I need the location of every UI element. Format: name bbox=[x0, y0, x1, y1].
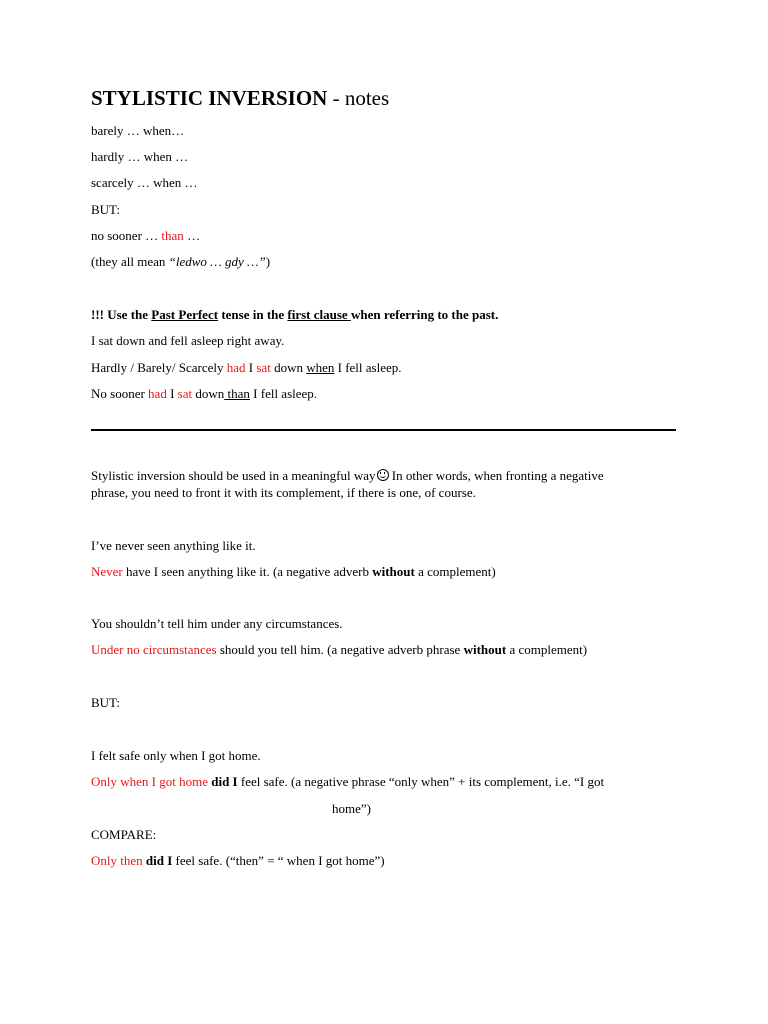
section-divider bbox=[91, 429, 676, 431]
bold-word: did I bbox=[142, 853, 173, 868]
paragraph-line: phrase, you need to front it with its complement, if there is one, of course. bbox=[91, 485, 476, 500]
example-text: down bbox=[192, 386, 225, 401]
rule-underlined: Past Perfect bbox=[151, 307, 219, 322]
smiley-icon bbox=[377, 469, 389, 481]
note-text: (they all mean bbox=[91, 254, 169, 269]
example-text: I bbox=[166, 386, 178, 401]
paragraph-text: Stylistic inversion should be used in a meaningful way bbox=[91, 468, 376, 483]
underlined-word: than bbox=[224, 386, 250, 401]
example-sentence bbox=[91, 564, 496, 580]
rule-text: when referring to the past. bbox=[350, 307, 499, 322]
example-text: have I seen anything like it. (a negative adverb bbox=[122, 564, 373, 579]
rule-underlined: first clause bbox=[287, 307, 351, 322]
example-continuation: home”) bbox=[332, 801, 371, 816]
list-item: hardly … when … bbox=[91, 149, 189, 164]
meaning-note bbox=[91, 254, 270, 270]
example-text: I bbox=[245, 360, 257, 375]
example-text: Hardly / Barely/ Scarcely bbox=[91, 360, 227, 375]
but-label: BUT: bbox=[91, 202, 120, 217]
example-text: I fell asleep. bbox=[334, 360, 402, 375]
example-sentence: I sat down and fell asleep right away. bbox=[91, 333, 285, 348]
example-text: feel safe. (a negative phrase “only when” + its complement, i.e. “I got bbox=[237, 774, 605, 789]
example-sentence bbox=[91, 853, 385, 869]
highlight-phrase: Only when I got home bbox=[91, 774, 208, 789]
page-title bbox=[91, 86, 389, 111]
polish-translation: “ledwo … gdy …” bbox=[168, 254, 266, 269]
example-text: down bbox=[270, 360, 307, 375]
highlight-word: sat bbox=[177, 386, 193, 401]
compare-label: COMPARE: bbox=[91, 827, 157, 842]
example-text: a complement) bbox=[506, 642, 588, 657]
paragraph-text: In other words, when fronting a negative bbox=[388, 468, 604, 483]
example-sentence: You shouldn’t tell him under any circumstances. bbox=[91, 616, 343, 631]
note-text: ) bbox=[265, 254, 271, 269]
example-text: a complement) bbox=[414, 564, 496, 579]
but-label: BUT: bbox=[91, 695, 120, 710]
rule-text: tense in the bbox=[218, 307, 288, 322]
highlight-word: sat bbox=[256, 360, 271, 375]
title-suffix: - notes bbox=[327, 86, 390, 110]
list-text: no sooner … bbox=[91, 228, 162, 243]
bold-word: without bbox=[463, 642, 507, 657]
highlight-word: than bbox=[161, 228, 184, 243]
highlight-phrase: Under no circumstances bbox=[91, 642, 217, 657]
paragraph-line bbox=[91, 468, 604, 484]
example-text: No sooner bbox=[91, 386, 149, 401]
highlight-word: had bbox=[148, 386, 167, 401]
rule-text: !!! Use the bbox=[91, 307, 152, 322]
highlight-phrase: Only then bbox=[91, 853, 143, 868]
list-item: scarcely … when … bbox=[91, 175, 198, 190]
list-text: … bbox=[183, 228, 201, 243]
underlined-word: when bbox=[306, 360, 335, 375]
example-text: I fell asleep. bbox=[249, 386, 318, 401]
example-sentence bbox=[91, 386, 317, 402]
list-item bbox=[91, 228, 200, 244]
bold-word: without bbox=[372, 564, 415, 579]
rule-note bbox=[91, 307, 498, 323]
example-sentence bbox=[91, 360, 402, 376]
example-sentence bbox=[91, 642, 587, 658]
example-sentence bbox=[91, 774, 604, 790]
highlight-word: had bbox=[226, 360, 246, 375]
highlight-phrase: Never bbox=[91, 564, 123, 579]
example-sentence: I felt safe only when I got home. bbox=[91, 748, 261, 763]
example-text: feel safe. (“then” = “ when I got home”) bbox=[172, 853, 385, 868]
list-item: barely … when… bbox=[91, 123, 185, 138]
example-text: should you tell him. (a negative adverb phrase bbox=[216, 642, 464, 657]
title-main: STYLISTIC INVERSION bbox=[91, 86, 328, 110]
example-sentence: I’ve never seen anything like it. bbox=[91, 538, 256, 553]
bold-word: did I bbox=[207, 774, 238, 789]
